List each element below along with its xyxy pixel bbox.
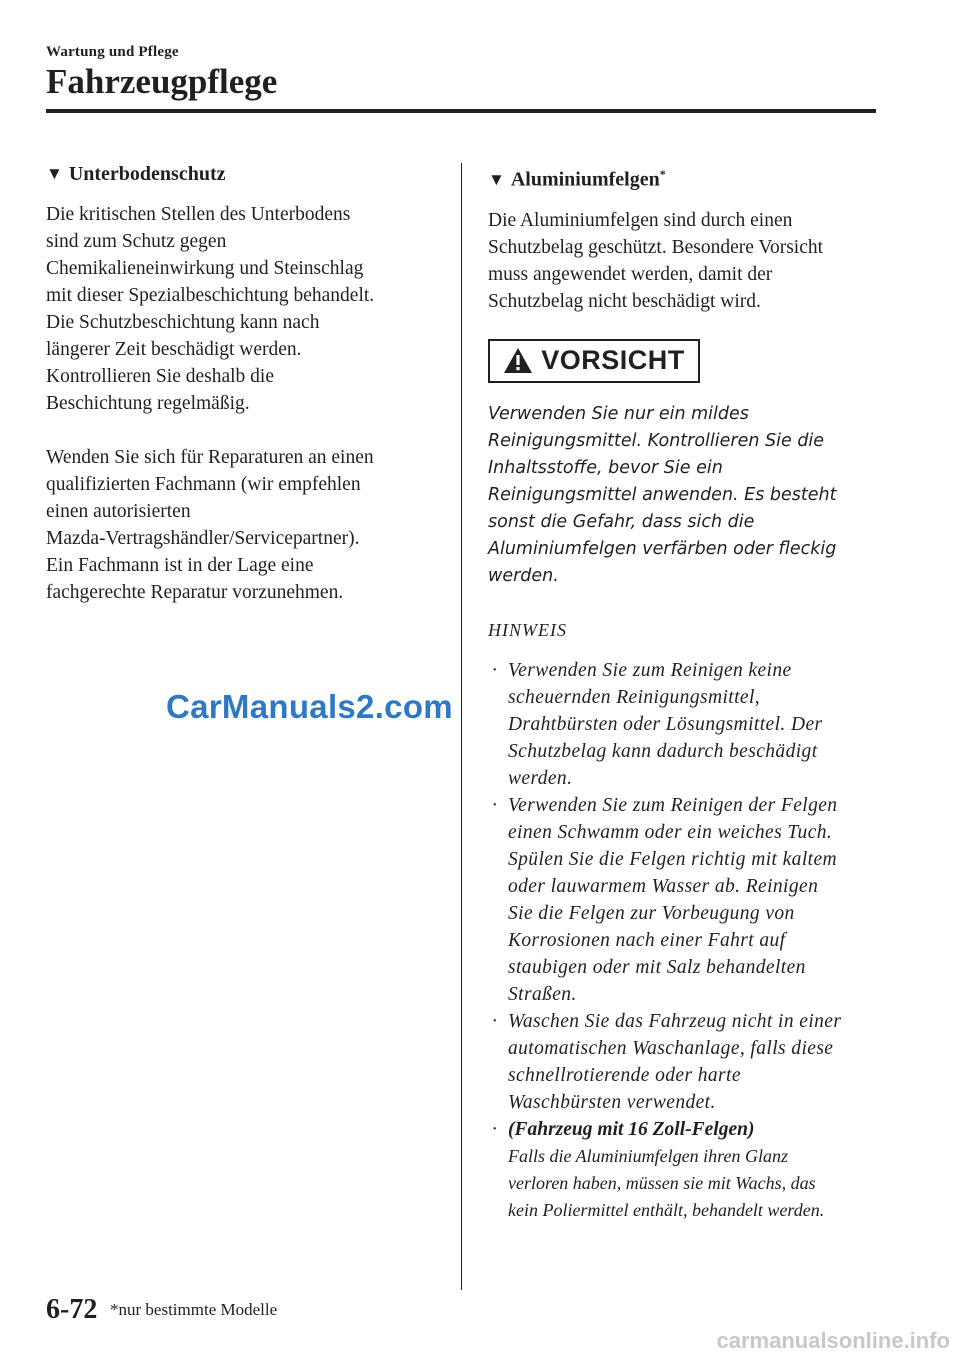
text-line: scheuernden Reinigungsmittel,	[508, 686, 761, 708]
text-line: Ein Fachmann ist in der Lage eine	[46, 555, 314, 576]
bullet-icon: ·	[492, 1010, 498, 1032]
text-line: Drahtbürsten oder Lösungsmittel. Der	[508, 713, 823, 735]
text-line: Schutzbelag nicht beschädigt wird.	[488, 290, 761, 312]
text-line: Mazda-Vertragshändler/Servicepartner).	[46, 528, 360, 549]
heading-text: Unterbodenschutz	[68, 163, 226, 185]
bullet-icon: ·	[492, 1118, 498, 1140]
text-line: Schutzbelag kann dadurch beschädigt	[508, 740, 818, 762]
chapter-title: Fahrzeugpflege	[46, 62, 278, 101]
text-line: Kontrollieren Sie deshalb die	[46, 366, 274, 387]
text-line-bold: (Fahrzeug mit 16 Zoll-Felgen)	[508, 1118, 755, 1140]
text-line: Die kritischen Stellen des Unterbodens	[46, 204, 351, 225]
text-line: Die Schutzbeschichtung kann nach	[46, 312, 320, 333]
text-line: kein Poliermittel enthält, behandelt werden.	[508, 1199, 825, 1220]
text-line: sind zum Schutz gegen	[46, 231, 227, 252]
text-line: Aluminiumfelgen verfärben oder fleckig	[488, 538, 837, 559]
triangle-down-icon: ▼	[46, 164, 63, 183]
caution-box	[488, 339, 700, 383]
heading-aluminiumfelgen	[488, 160, 888, 195]
text-line: Wenden Sie sich für Reparaturen an einen	[46, 447, 374, 468]
paragraph-repair	[46, 444, 446, 606]
right-column	[488, 160, 888, 1224]
bullet-icon: ·	[492, 659, 498, 681]
text-line: Falls die Aluminiumfelgen ihren Glanz	[508, 1145, 788, 1166]
paragraph-underbody	[46, 201, 446, 417]
text-line: Waschen Sie das Fahrzeug nicht in einer	[508, 1010, 842, 1032]
text-line: Reinigungsmittel. Kontrollieren Sie die	[488, 430, 825, 451]
note-list	[488, 657, 888, 1224]
text-line: Chemikalieneinwirkung und Steinschlag	[46, 258, 364, 279]
bullet-icon: ·	[492, 794, 498, 816]
list-item	[488, 1008, 888, 1116]
text-line: verloren haben, müssen sie mit Wachs, das	[508, 1172, 816, 1193]
caution-label: VORSICHT	[541, 345, 685, 376]
text-line: Verwenden Sie nur ein mildes	[488, 403, 749, 424]
heading-unterbodenschutz	[46, 160, 446, 189]
footnote: *nur bestimmte Modelle	[110, 1300, 278, 1319]
paragraph-rims-intro	[488, 207, 888, 315]
text-line: oder lauwarmem Wasser ab. Reinigen	[508, 875, 819, 897]
text-line: Waschbürsten verwendet.	[508, 1091, 716, 1113]
text-line: längerer Zeit beschädigt werden.	[46, 339, 302, 360]
text-line: Verwenden Sie zum Reinigen keine	[508, 659, 792, 681]
footnote-marker: *	[659, 167, 666, 181]
text-line: schnellrotierende oder harte	[508, 1064, 741, 1086]
left-column	[46, 160, 446, 606]
text-line: sonst die Gefahr, dass sich die	[488, 511, 755, 532]
list-item	[488, 657, 888, 792]
footer-watermark: carmanualsonline.info	[716, 1328, 950, 1353]
warning-icon	[503, 347, 533, 374]
text-line: mit dieser Spezialbeschichtung behandelt.	[46, 285, 375, 306]
text-line: automatischen Waschanlage, falls diese	[508, 1037, 834, 1059]
text-line: Sie die Felgen zur Vorbeugung von	[508, 902, 795, 924]
watermark-logo: CarManuals2.com	[166, 688, 453, 725]
note-title: HINWEIS	[488, 619, 567, 640]
list-item	[488, 1116, 888, 1224]
text-line: staubigen oder mit Salz behandelten	[508, 956, 806, 978]
text-line: Korrosionen nach einer Fahrt auf	[508, 929, 786, 951]
text-line: Verwenden Sie zum Reinigen der Felgen	[508, 794, 838, 816]
text-line: Die Aluminiumfelgen sind durch einen	[488, 209, 793, 231]
text-line: Beschichtung regelmäßig.	[46, 393, 250, 414]
column-divider	[461, 163, 462, 1290]
page-number: 6-72	[46, 1294, 98, 1325]
text-line: einen Schwamm oder ein weiches Tuch.	[508, 821, 833, 843]
caution-text	[488, 401, 888, 590]
text-line: werden.	[488, 565, 559, 586]
text-line: Inhaltsstoffe, bevor Sie ein	[488, 457, 723, 478]
text-line: werden.	[508, 767, 573, 789]
triangle-down-icon: ▼	[488, 169, 505, 189]
text-line: qualifizierten Fachmann (wir empfehlen	[46, 474, 361, 495]
text-line: Schutzbelag geschützt. Besondere Vorsicht	[488, 236, 824, 258]
list-item	[488, 792, 888, 1008]
section-label: Wartung und Pflege	[46, 44, 179, 60]
header-rule	[46, 109, 876, 113]
text-line: Spülen Sie die Felgen richtig mit kaltem	[508, 848, 837, 870]
text-line: Reinigungsmittel anwenden. Es besteht	[488, 484, 837, 505]
text-line: einen autorisierten	[46, 501, 191, 522]
text-line: fachgerechte Reparatur vorzunehmen.	[46, 582, 344, 603]
text-line: muss angewendet werden, damit der	[488, 263, 773, 285]
text-line: Straßen.	[508, 983, 577, 1005]
heading-text: Aluminiumfelgen	[510, 168, 660, 191]
